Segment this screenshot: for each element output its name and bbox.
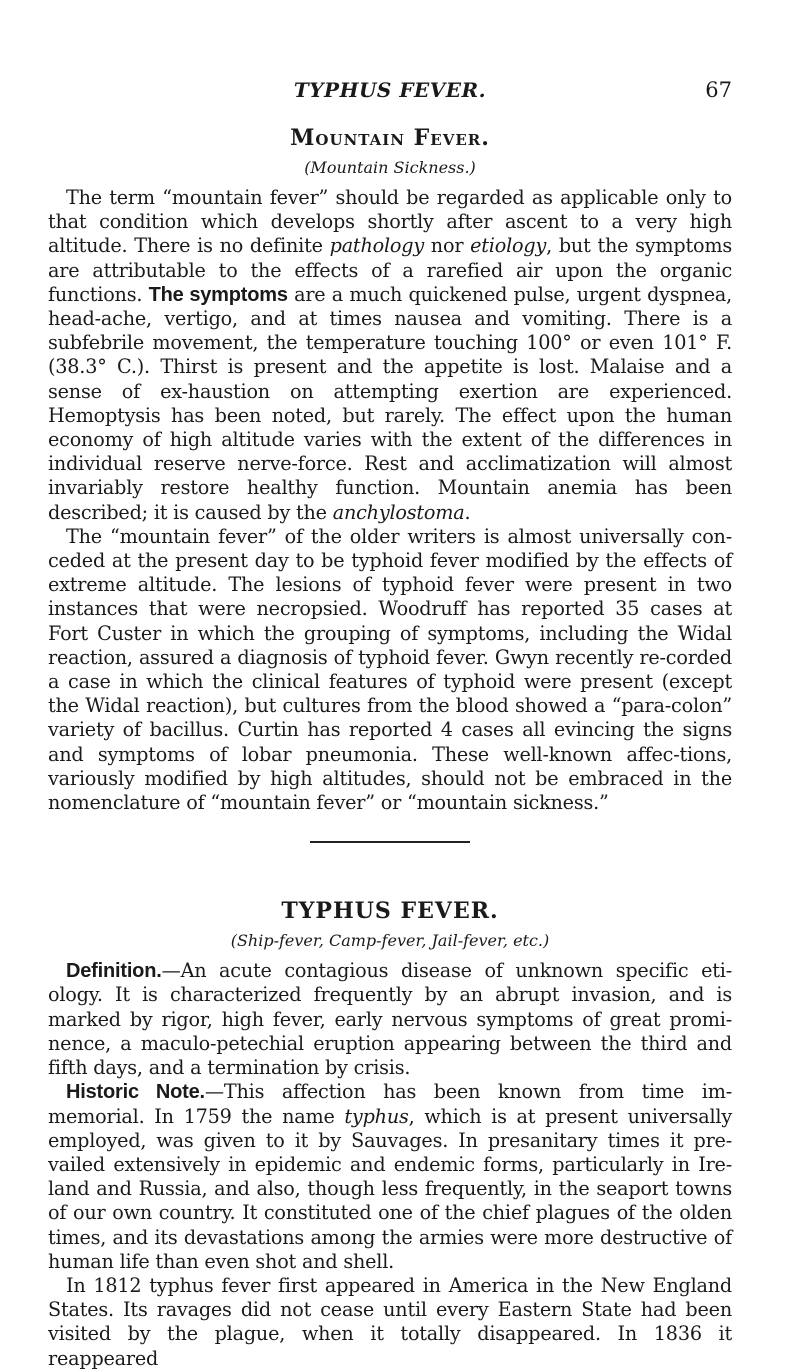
- keyword-definition: Definition.: [66, 960, 162, 983]
- section-title-mountain-fever: Mountain Fever.: [290, 125, 490, 151]
- running-head: [48, 78, 732, 108]
- section-subtitle-synonyms: (Ship-fever, Camp-fever, Jail-fever, etc.): [230, 931, 550, 951]
- paragraph-mountain-fever-2: The “mountain fever” of the older writers is almost universally con-ceded at the present day to be typhoid fever modified by the effects of extreme altitude. The lesions of typhoid fever were present in two instances that were necropsied. Woodruff has reported 35 cases at Fort Custer in which the grouping of symptoms, including the Widal reaction, assured a diagnosis of typhoid fever. Gwyn recently re-corded a case in which the clinical features of typhoid were present (except the Widal reaction), but cultures from the blood showed a “para-colon” variety of bacillus. Curtin has reported 4 cases all evincing the signs and symptoms of lobar pneumonia. These well-known affec-tions, variously modified by high altitudes, should not be embraced in the nomenclature of “mountain fever” or “mountain sickness.”: [48, 524, 732, 815]
- paragraph-mountain-fever-1: The term “mountain fever” should be regarded as applicable only to that condition which develops shortly after ascent to a very high altitude. There is no definite pathology nor etiology, but the symptoms are attributable to the effects of a rarefied air upon the organic functions. The symptoms are a much quickened pulse, urgent dyspnea, head-ache, vertigo, and at times nausea and vomiting. There is a subfebrile movement, the temperature touching 100° or even 101° F. (38.3° C.). Thirst is present and the appetite is lost. Malaise and a sense of ex-haustion on attempting exertion are experienced. Hemoptysis has been noted, but rarely. The effect upon the human economy of high altitude varies with the extent of the differences in individual reserve nerve-force. Rest and acclimatization will almost invariably restore healthy function. Mountain anemia has been described; it is caused by the anchylostoma.: [48, 186, 732, 524]
- paragraph-definition: Definition.—An acute contagious disease of unknown specific eti-ology. It is characterized frequently by an abrupt invasion, and is marked by rigor, high fever, early nervous symptoms of great promi-nence, a maculo-petechial eruption appearing between the third and fifth days, and a termination by crisis.: [48, 959, 732, 1080]
- section-subtitle-mountain-sickness: (Mountain Sickness.): [304, 158, 476, 177]
- running-title: TYPHUS FEVER.: [293, 78, 487, 102]
- keyword-symptoms: The symptoms: [148, 283, 288, 306]
- section-divider: [310, 841, 470, 843]
- page-content: [48, 124, 732, 1371]
- paragraph-historic-note: Historic Note.—This affection has been known from time im-memorial. In 1759 the name typhus, which is at present universally employed, was given to it by Sauvages. In presanitary times it pre-vailed extensively in epidemic and endemic forms, particularly in Ire-land and Russia, and also, though less frequently, in the seaport towns of our own country. It constituted one of the chief plagues of the olden times, and its devastations among the armies were more destructive of human life than even shot and shell.: [48, 1080, 732, 1273]
- paragraph-history-1812: In 1812 typhus fever first appeared in America in the New England States. Its ravages did not cease until every Eastern State had been visited by the plague, when it totally disappeared. In 1836 it reappeared: [48, 1273, 732, 1370]
- page-number: 67: [705, 78, 732, 102]
- section-title-typhus-fever: TYPHUS FEVER.: [281, 898, 499, 925]
- keyword-historic-note: Historic Note.: [66, 1081, 205, 1104]
